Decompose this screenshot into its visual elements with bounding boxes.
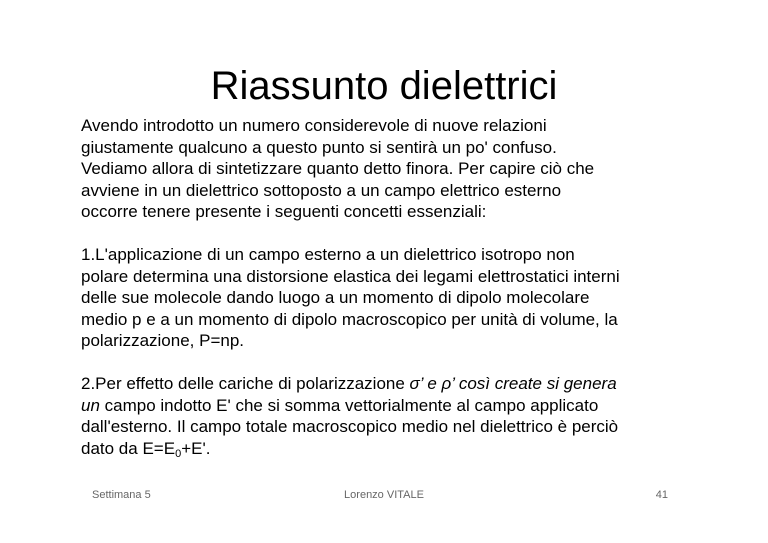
intro-line: Vediamo allora di sintetizzare quanto detto finora. Per capire ciò che — [81, 159, 595, 178]
intro-paragraph — [81, 115, 701, 223]
paragraph-gap — [81, 352, 701, 374]
point-1-line: medio p e a un momento di dipolo macroscopico per unità di volume, la — [81, 309, 618, 329]
point-1-line: polare determina una distorsione elastica dei legami elettrostatici interni — [81, 266, 620, 286]
point-2-line: dall'esterno. Il campo totale macroscopico medio nel dielettrico è perciò — [81, 417, 619, 436]
footer-week: Settimana 5 — [92, 489, 151, 501]
point-2-line2-italic: un — [81, 395, 100, 415]
point-2-paragraph — [81, 373, 701, 459]
point-2-line4-subscript: 0 — [175, 447, 182, 460]
point-2-line4-after: +E'. — [181, 438, 211, 458]
point-2-line — [81, 438, 701, 460]
intro-line: occorre tenere presente i seguenti concetti essenziali: — [81, 202, 487, 221]
slide-title: Riassunto dielettrici — [210, 64, 558, 108]
point-2-line4-before: dato da E=E — [81, 438, 176, 458]
point-2-line2-plain: campo indotto E' che si somma vettorialmente al campo applicato — [99, 395, 599, 415]
paragraph-gap — [81, 223, 701, 245]
point-2-line — [81, 373, 701, 395]
point-2-line — [81, 395, 701, 417]
point-1-line: polarizzazione, P=np. — [81, 331, 245, 350]
point-1-paragraph — [81, 244, 701, 352]
intro-line: avviene in un dielettrico sottoposto a un campo elettrico esterno — [81, 180, 562, 200]
footer-author: Lorenzo VITALE — [344, 489, 424, 501]
slide-body — [81, 115, 701, 459]
intro-line: Avendo introdotto un numero considerevole di nuove relazioni — [81, 116, 547, 135]
point-2-line1-plain: 2.Per effetto delle cariche di polarizzazione — [81, 374, 410, 393]
point-1-line: delle sue molecole dando luogo a un momento di dipolo molecolare — [81, 288, 590, 307]
footer-page-number: 41 — [655, 489, 668, 501]
intro-line: giustamente qualcuno a questo punto si sentirà un po' confuso. — [81, 137, 557, 157]
point-2-line1-italic: σ’ e ρ’ così create si genera — [409, 374, 617, 393]
point-1-line: 1.L'applicazione di un campo esterno a un dielettrico isotropo non — [81, 245, 575, 264]
